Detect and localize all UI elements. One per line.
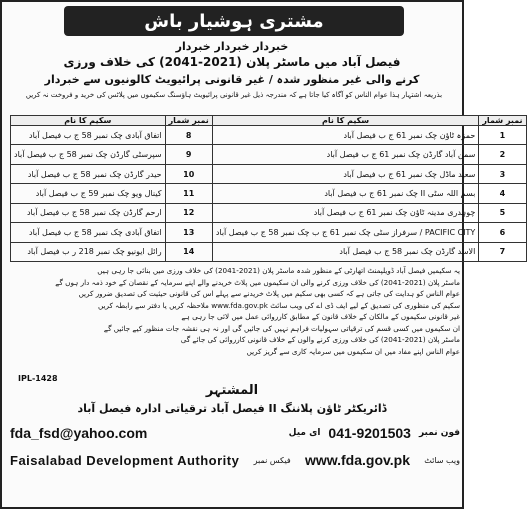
intro-text: بذریعہ اشتہار ہذا عوام الناس کو آگاہ کیا جاتا ہے کہ مندرجہ ذیل غیر قانونی پرائیویٹ ہاؤسنگ سکیموں میں پلاٹس کی خرید و فروخت نہ کریں <box>25 91 443 99</box>
scheme-name: حیدر گارڈن چک نمبر 58 ج ب فیصل آباد <box>11 164 166 183</box>
advertiser-title: المشتہر <box>205 383 259 398</box>
phone-label: فون نمبر <box>418 428 460 438</box>
advertiser-office: ڈائریکٹر ٹاؤن پلاننگ II فیصل آباد ترقیاتی ادارہ فیصل آباد <box>77 402 387 415</box>
email-label: ای میل <box>288 428 321 438</box>
table-row <box>11 184 527 203</box>
col-name-header: سکیم کا نام <box>212 116 479 126</box>
table-row <box>11 126 527 145</box>
fax-label: فیکس نمبر <box>253 455 291 465</box>
scheme-name: کینال ویو چک نمبر 59 ج ب فیصل آباد <box>11 184 166 203</box>
notice-body <box>10 265 460 357</box>
row-number: 13 <box>165 223 212 242</box>
organization-name: Faisalabad Development Authority <box>10 452 240 468</box>
warning-text: خبردار خبردار خبردار <box>175 40 289 53</box>
row-number: 1 <box>479 126 526 145</box>
row-number: 12 <box>165 203 212 222</box>
scheme-name: سعید ماڈل چک نمبر 61 ج ب فیصل آباد <box>212 164 479 183</box>
body-line: غیر قانونی سکیموں کے مالکان کے خلاف قانون کے مطابق کارروائی عمل میں لائی جا رہی ہے <box>181 312 460 321</box>
schemes-table <box>10 115 527 262</box>
table-row <box>11 145 527 164</box>
row-number: 5 <box>479 203 526 222</box>
row-number: 3 <box>479 164 526 183</box>
body-line: ماسٹر پلان (2021-2041) کی خلاف ورزی کرنے والوں کے خلاف قانونی کارروائی کی جائے گی <box>180 335 460 344</box>
row-number: 2 <box>479 145 526 164</box>
table-row <box>11 164 527 183</box>
scheme-name: سمن آباد گارڈن چک نمبر 61 ج ب فیصل آباد <box>212 145 479 164</box>
body-line: سکیم کی منظوری کی تصدیق کے لیے ایف ڈی اے کی ویب سائٹ www.fda.gov.pk ملاحظہ کریں یا دفتر سے رابطہ کریں <box>98 300 460 310</box>
subheadline: کرنے والی غیر منظور شدہ / غیر قانونی پرائیویٹ کالونیوں سے خبردار <box>44 73 420 86</box>
contact-row <box>10 422 460 444</box>
headline: فیصل آباد میں ماسٹر پلان (2021-2041) کی خلاف ورزی <box>63 55 401 69</box>
body-line: ماسٹر پلان (2021-2041) کی خلاف ورزی کرنے والی ان سکیموں میں پلاٹ خریدنے والے اپنے سرمایہ کے نقصان کے خود ذمہ دار ہوں گے <box>55 277 460 287</box>
body-line: عوام الناس کو ہدایت کی جاتی ہے کہ کسی بھی سکیم میں پلاٹ خریدنے سے پہلے اس کی قانونی حیثیت کی تصدیق ضرور کریں <box>78 289 460 298</box>
footer-row <box>10 449 460 471</box>
row-number: 9 <box>165 145 212 164</box>
scheme-name: حمزہ ٹاؤن چک نمبر 61 ج ب فیصل آباد <box>212 126 479 145</box>
scheme-name: بسم اللہ سٹی II چک نمبر 61 ج ب فیصل آباد <box>212 184 479 203</box>
phone-group <box>289 425 460 441</box>
row-number: 7 <box>479 242 526 261</box>
row-number: 11 <box>165 184 212 203</box>
table-row <box>11 223 527 242</box>
phone-number: 041-9201503 <box>328 425 411 441</box>
table-row <box>11 242 527 261</box>
scheme-name: اتفاق آبادی چک نمبر 58 ج ب فیصل آباد <box>11 223 166 242</box>
email-address: fda_fsd@yahoo.com <box>10 425 148 441</box>
body-line: یہ سکیمیں فیصل آباد ڈویلپمنٹ اتھارٹی کے منظور شدہ ماسٹر پلان (2021-2041) کی خلاف ورزی میں بنائی جا رہی ہیں <box>97 266 460 275</box>
table-header-row <box>11 116 527 126</box>
body-line: عوام الناس اپنے مفاد میں ان سکیموں میں سرمایہ کاری سے گریز کریں <box>246 346 460 356</box>
row-number: 4 <box>479 184 526 203</box>
banner-title: مشتری ہوشیار باش <box>64 6 404 36</box>
col-name-header: سکیم کا نام <box>11 116 166 126</box>
row-number: 6 <box>479 223 526 242</box>
body-line: ان سکیموں میں کسی قسم کی ترقیاتی سہولیات فراہم نہیں کی جائیں گی اور نہ ہی نقشہ جات منظور کیے جائیں گے <box>103 323 460 333</box>
scheme-name: چوہدری مدینہ ٹاؤن چک نمبر 61 ج ب فیصل آباد <box>212 203 479 222</box>
table-row <box>11 203 527 222</box>
scheme-name: اتفاق آبادی چک نمبر 58 ج ب فیصل آباد <box>11 126 166 145</box>
scheme-name: الاسد گارڈن چک نمبر 58 ج ب فیصل آباد <box>212 242 479 261</box>
row-number: 10 <box>165 164 212 183</box>
website-label: ویب سائٹ <box>424 455 460 465</box>
scheme-name: سپرسٹی گارڈن چک نمبر 58 ج ب فیصل آباد <box>11 145 166 164</box>
col-num-header: نمبر شمار <box>165 116 212 126</box>
row-number: 8 <box>165 126 212 145</box>
scheme-name: ارحم گارڈن چک نمبر 58 ج ب فیصل آباد <box>11 203 166 222</box>
row-number: 14 <box>165 242 212 261</box>
website-url: www.fda.gov.pk <box>304 452 410 468</box>
scheme-name: رائل ایونیو چک نمبر 218 ر ب فیصل آباد <box>11 242 166 261</box>
scheme-name: PACIFIC CITY / سرفراز سٹی چک نمبر 61 ج ب چک نمبر 58 ج ب فیصل آباد <box>212 223 479 242</box>
col-num-header: نمبر شمار <box>479 116 526 126</box>
ipl-code: IPL-1428 <box>18 374 58 383</box>
